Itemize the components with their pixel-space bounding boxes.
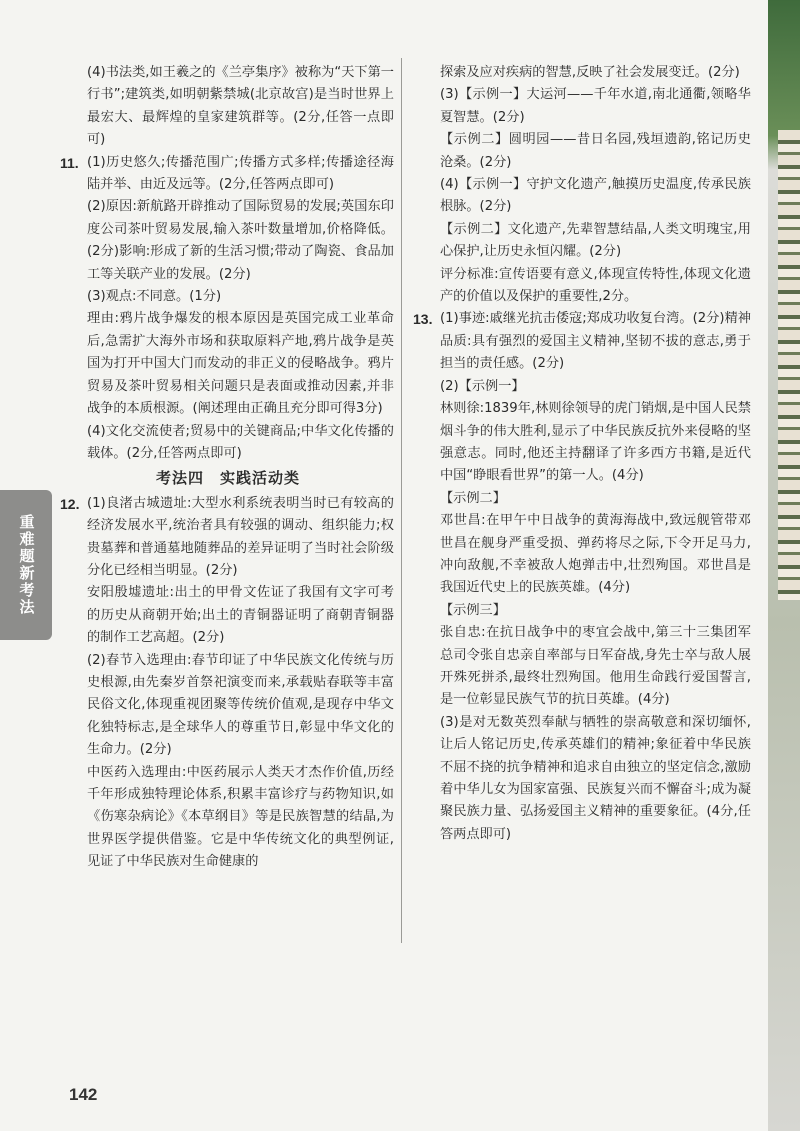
paragraph: (3)是对无数英烈奉献与牺牲的崇高敬意和深切缅怀,让后人铭记历史,传承英雄们的精神;象征着中华民族不屈不挠的抗争精神和追求自由独立的坚定信念,激励着中华儿女为国家富强、民族复兴而不懈奋斗;成为凝聚民族力量、弘扬爱国主义精神的重要象征。(4分,任答两点即可) — [440, 714, 751, 842]
paragraph: 评分标准:宣传语要有意义,体现宣传特性,体现文化遗产的价值以及保护的重要性,2分。 — [440, 266, 751, 305]
paragraph: 安阳殷墟遗址:出土的甲骨文佐证了我国有文字可考的历史从商朝开始;出土的青铜器证明了商朝青铜器的制作工艺高超。(2分) — [87, 585, 394, 646]
section-heading: 考法四 实践活动类 — [155, 469, 300, 488]
paragraph: (3)【示例一】大运河——千年水道,南北通衢,领略华夏智慧。(2分) — [440, 87, 751, 125]
paragraph: (4)文化交流使者;贸易中的关键商品;中华文化传播的载体。(2分,任答两点即可) — [87, 423, 394, 461]
paragraph: 探索及应对疾病的智慧,反映了社会发展变迁。(2分) — [440, 65, 740, 80]
question-number: 12. — [60, 495, 80, 512]
section-side-tab — [0, 490, 52, 640]
question-number: 11. — [60, 154, 79, 171]
paragraph: (4)书法类,如王羲之的《兰亭集序》被称为“天下第一行书”;建筑类,如明朝紫禁城(北京故宫)是当时世界上最宏大、最辉煌的皇家建筑群等。(2分,任答一点即可) — [87, 65, 394, 148]
paragraph: 林则徐:1839年,林则徐领导的虎门销烟,是中国人民禁烟斗争的伟大胜利,显示了中华民族反抗外来侵略的坚强意志。同时,他还主持翻译了许多西方书籍,是近代中国“睁眼看世界”的第一人。(4分) — [440, 401, 751, 484]
right-column — [415, 62, 751, 846]
paragraph: 【示例二】文化遗产,先辈智慧结晶,人类文明瑰宝,用心保护,让历史永恒闪耀。(2分) — [440, 221, 751, 260]
answer-11 — [62, 152, 394, 466]
paragraph: (1)事迹:戚继光抗击倭寇;郑成功收复台湾。(2分)精神品质:具有强烈的爱国主义精神,坚韧不拔的意志,勇于担当的责任感。(2分) — [440, 311, 751, 372]
side-tab-label: 重难题新考法 — [17, 514, 36, 616]
left-column — [62, 62, 394, 874]
paragraph: 【示例三】 — [440, 602, 506, 618]
column-divider — [401, 58, 402, 943]
paragraph: 理由:鸦片战争爆发的根本原因是英国完成工业革命后,急需扩大海外市场和获取原料产地,鸦片战争是英国为打开中国大门而发动的非正义的侵略战争。鸦片贸易及茶叶贸易相关问题只是表面或推动因素,并非战争的本质根源。(阐述理由正确且充分即可得3分) — [87, 311, 394, 417]
paragraph: (2)春节入选理由:春节印证了中华民族文化传统与历史根源,由先秦岁首祭祀演变而来,承载贴春联等丰富民俗文化,体现重视团聚等传统价值观,是现存中华文化独特标志,是全球华人的尊重节日,彰显中华文化的生命力。(2分) — [87, 652, 394, 758]
paragraph: (4)【示例一】守护文化遗产,触摸历史温度,传承民族根脉。(2分) — [440, 177, 751, 215]
paragraph: 【示例二】 — [440, 490, 506, 506]
answer-12 — [62, 493, 394, 874]
answer-12-continuation — [415, 62, 751, 308]
page-number: 142 — [69, 1085, 98, 1104]
paragraph: (2)【示例一】 — [440, 378, 525, 394]
paragraph: (2)原因:新航路开辟推动了国际贸易的发展;英国东印度公司茶叶贸易发展,输入茶叶数量增加,价格降低。(2分)影响:形成了新的生活习惯;带动了陶瓷、食品加工等关联产业的发展。(2分) — [87, 199, 394, 282]
adjacent-photo-edge — [778, 130, 800, 600]
paragraph: 邓世昌:在甲午中日战争的黄海海战中,致远舰管带邓世昌在舰身严重受损、弹药将尽之际,下令开足马力,冲向敌舰,不幸被敌人炮弹击中,壮烈殉国。邓世昌是我国近代史上的民族英雄。(4分) — [440, 513, 751, 596]
paragraph: 张自忠:在抗日战争中的枣宜会战中,第三十三集团军总司令张自忠亲自率部与日军奋战,身先士卒与敌人展开殊死拼杀,最终壮烈殉国。他用生命践行爱国誓言,是一位彰显民族气节的抗日英雄。(4分) — [440, 625, 751, 708]
answer-10-continuation — [62, 62, 394, 152]
paragraph: 【示例二】圆明园——昔日名园,残垣遗韵,铭记历史沧桑。(2分) — [440, 132, 751, 170]
paragraph: (1)良渚古城遗址:大型水利系统表明当时已有较高的经济发展水平,统治者具有较强的调动、组织能力;权贵墓葬和普通墓地随葬品的差异证明了当时社会阶级分化已经相当明显。(2分) — [87, 495, 394, 578]
paragraph: (3)观点:不同意。(1分) — [87, 289, 222, 305]
paragraph: (1)历史悠久;传播范围广;传播方式多样;传播途径海陆并举、由近及远等。(2分,任答两点即可) — [87, 154, 394, 193]
question-number: 13. — [413, 311, 433, 328]
answer-13 — [415, 308, 751, 846]
paragraph: 中医药入选理由:中医药展示人类天才杰作价值,历经千年形成独特理论体系,积累丰富诊疗与药物知识,如《伤寒杂病论》《本草纲目》等是民族智慧的结晶,为世界医学提供借鉴。它是中华传统文化的典型例证,见证了中华民族对生命健康的 — [87, 764, 394, 870]
